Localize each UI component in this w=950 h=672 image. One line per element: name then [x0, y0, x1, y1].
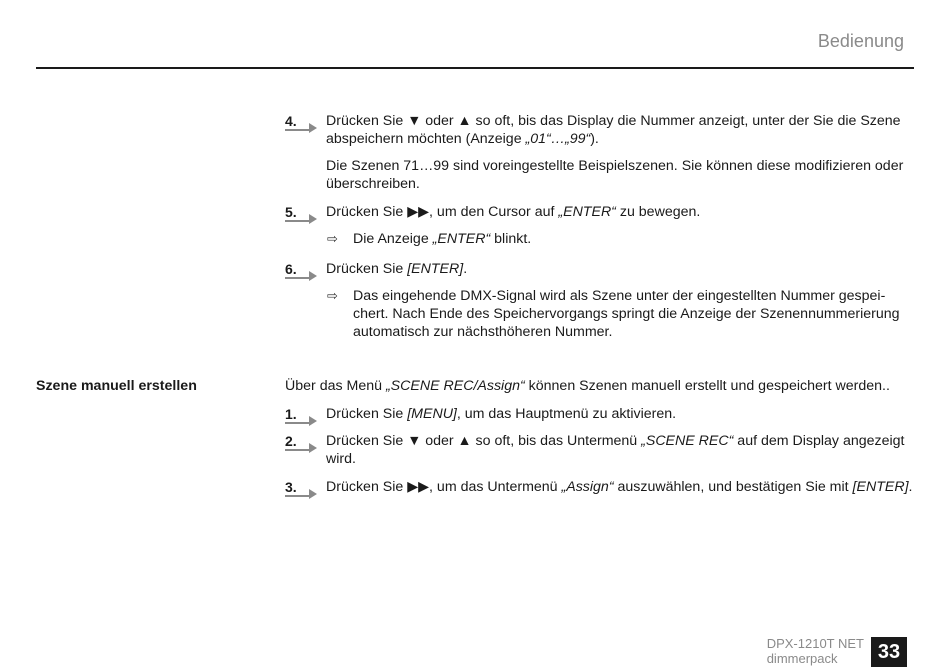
step-number: 4. — [285, 113, 297, 129]
footer-product — [767, 636, 864, 666]
step-text: Drücken Sie [MENU], um das Hauptmenü zu aktivieren. — [326, 406, 677, 422]
result-arrow-icon: ⇨ — [327, 288, 338, 303]
result-text: Die Anzeige „ENTER“ blinkt. — [353, 231, 532, 247]
step-arrow-icon — [285, 412, 319, 426]
step-number: 6. — [285, 261, 297, 277]
step-arrow-icon — [285, 439, 319, 453]
step-text: Drücken Sie ▼ oder ▲ so oft, bis das Untermenü „SCENE REC“ auf dem Display angezeigt wird. — [326, 433, 905, 467]
step-arrow-icon — [285, 485, 319, 499]
step-number: 5. — [285, 204, 297, 220]
header-title: Bedienung — [817, 31, 904, 51]
step-number: 2. — [285, 433, 297, 449]
step-text: Drücken Sie ▼ oder ▲ so oft, bis das Display die Nummer anzeigt, unter der Sie die Szene abspeichern möchten (Anzeige „01“…„99“). — [326, 113, 901, 147]
step-arrow-icon — [285, 267, 319, 281]
section-heading: Szene manuell erstellen — [36, 378, 197, 394]
product-type: dimmerpack — [766, 651, 838, 666]
step-text: Drücken Sie [ENTER]. — [326, 261, 468, 277]
product-model: DPX-1210T NET — [766, 636, 864, 651]
step-text: Drücken Sie ▶▶, um das Untermenü „Assign“ auszuwählen, und bestätigen Sie mit [ENTER]. — [326, 479, 913, 495]
result-text: Das eingehende DMX-Signal wird als Szene unter der eingestellten Nummer gespeichert. Nach Ende des Speichervorgangs springt die Anzeige der Szenennummerierung automatisch zur nächsthöheren Nummer. — [353, 288, 900, 340]
step-note: Die Szenen 71…99 sind voreingestellte Beispielszenen. Sie können diese modifizieren oder überschreiben. — [326, 158, 904, 192]
step-number: 3. — [285, 479, 297, 495]
step-number: 1. — [285, 406, 297, 422]
page-number: 33 — [871, 637, 907, 667]
section-intro: Über das Menü „SCENE REC/Assign“ können Szenen manuell erstellt und gespeichert werden.. — [285, 378, 890, 394]
step-text: Drücken Sie ▶▶, um den Cursor auf „ENTER“ zu bewegen. — [326, 204, 701, 220]
step-arrow-icon — [285, 119, 319, 133]
result-arrow-icon: ⇨ — [327, 231, 338, 246]
step-arrow-icon — [285, 210, 319, 224]
